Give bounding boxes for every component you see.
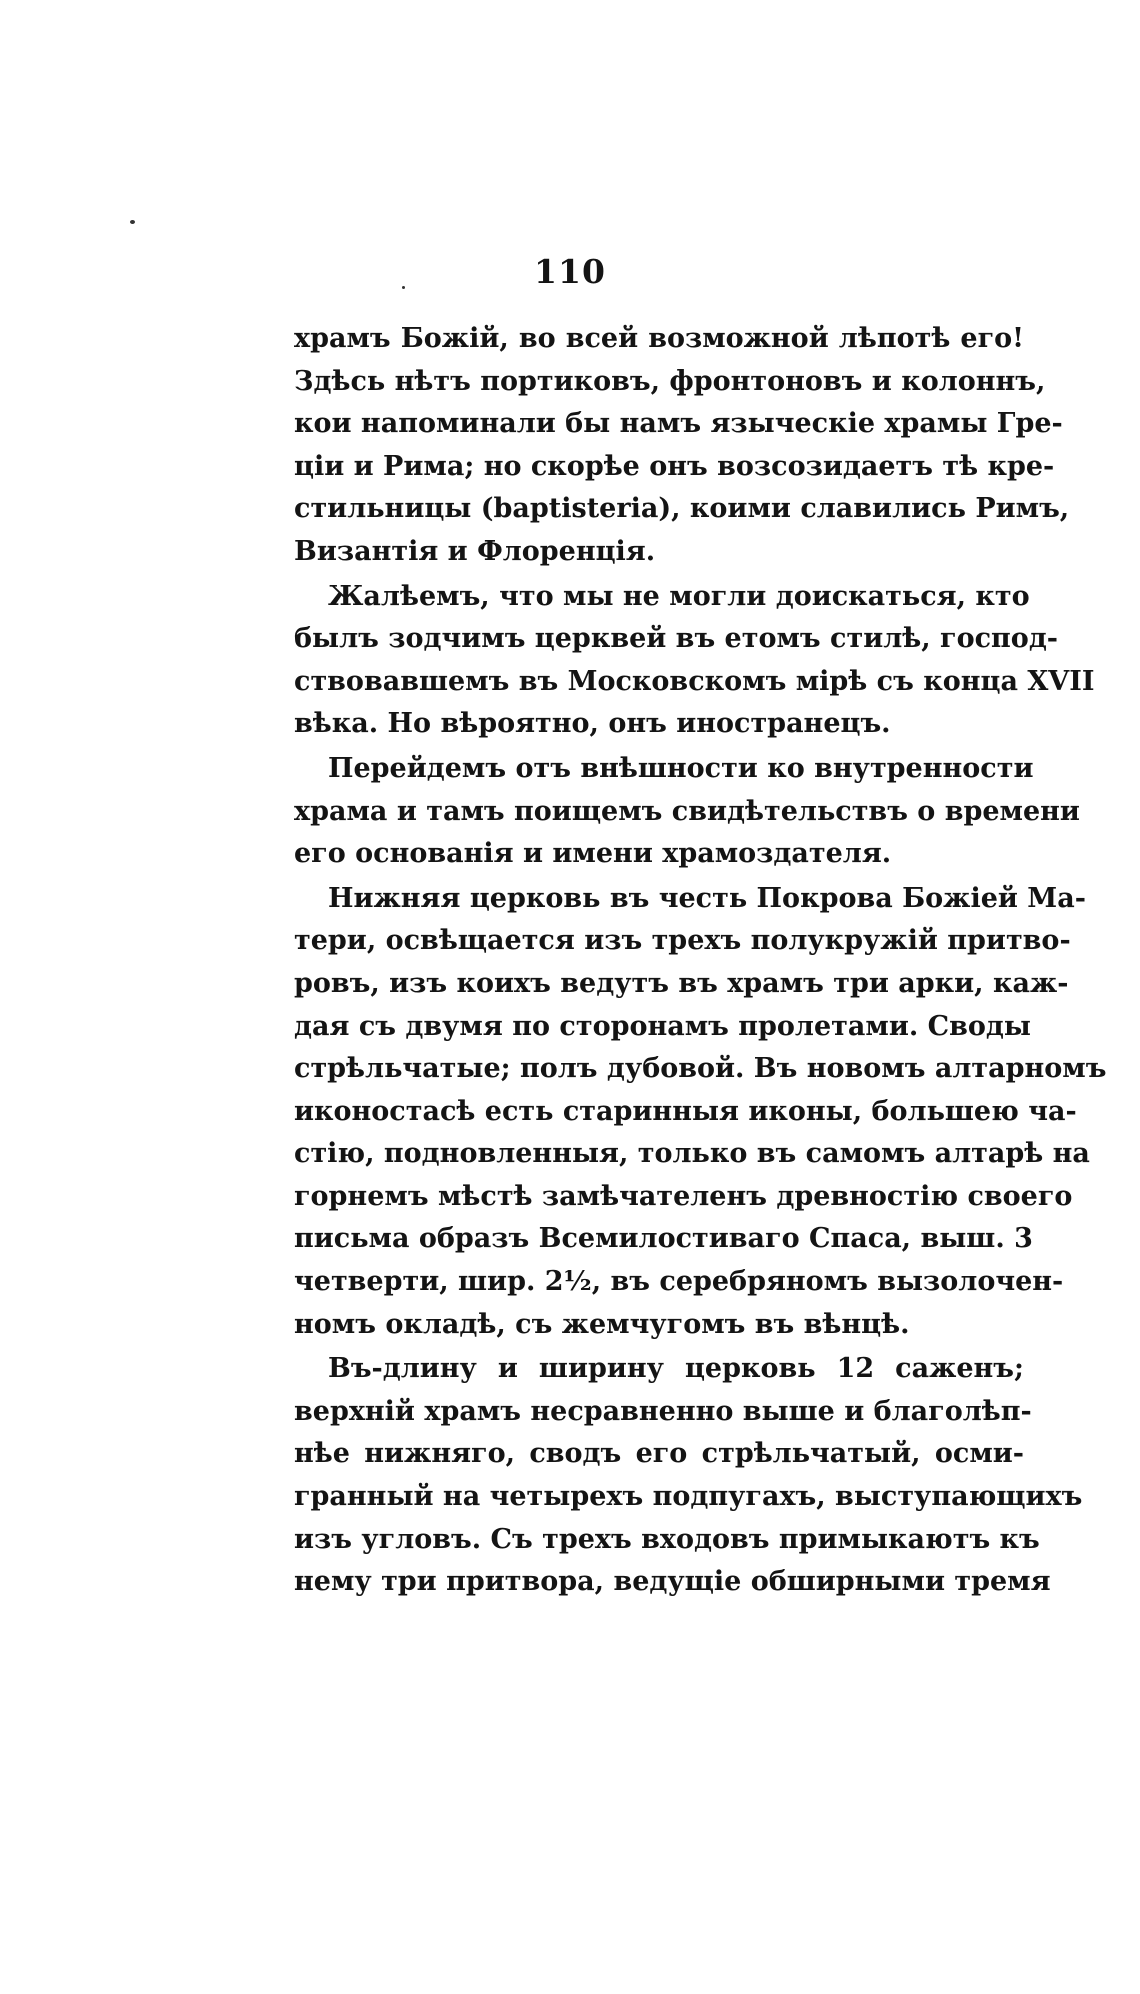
paragraph [294,318,1070,574]
text-line: Въ-длину и ширину церковь 12 саженъ; [328,1353,1024,1385]
text-line: иконостасѣ есть старинныя иконы, большею ча- [294,1095,1077,1127]
text-line: нему три притвора, ведущіе обширными тремя [294,1566,1051,1598]
text-line: былъ зодчимъ церквей въ етомъ стилѣ, господ- [294,623,1059,655]
text-line: Нижняя церковь въ честь Покрова Божіей Ма- [328,882,1086,914]
text-line: письма образъ Всемилостиваго Спаса, выш. 3 [294,1223,1033,1255]
text-line: ціи и Рима; но скорѣе онъ возсозидаетъ тѣ кре- [294,450,1055,482]
page-number: 110 [534,252,606,291]
text-line: ровъ, изъ коихъ ведутъ въ храмъ три арки, каж- [294,967,1069,999]
text-line: изъ угловъ. Съ трехъ входовъ примыкаютъ къ [294,1523,1040,1555]
text-line: храма и тамъ поищемъ свидѣтельствъ о времени [294,795,1080,827]
text-line: Византія и Флоренція. [294,535,656,567]
text-line: четверти, шир. 2½, въ серебряномъ вызолочен- [294,1266,1064,1298]
text-line: кои напоминали бы намъ языческіе храмы Гре- [294,408,1063,440]
text-line: Жалѣемъ, что мы не могли доискаться, кто [328,580,1030,612]
scan-speck [130,220,135,224]
text-line: тери, освѣщается изъ трехъ полукружій притво- [294,925,1071,957]
text-line: номъ окладѣ, съ жемчугомъ въ вѣнцѣ. [294,1308,910,1340]
text-line: горнемъ мѣстѣ замѣчателенъ древностію своего [294,1180,1073,1212]
text-line: стрѣльчатые; полъ дубовой. Въ новомъ алтарномъ [294,1053,1107,1085]
text-line: храмъ Божій, во всей возможной лѣпотѣ его! [294,323,1024,354]
text-line: его основанія и имени храмоздателя. [294,838,892,870]
text-line: гранный на четырехъ подпугахъ, выступающихъ [294,1481,1083,1513]
text-line: дая съ двумя по сторонамъ пролетами. Своды [294,1010,1031,1042]
text-line: Перейдемъ отъ внѣшности ко внутренности [328,752,1034,784]
text-line: вѣка. Но вѣроятно, онъ иностранецъ. [294,708,891,740]
text-line: стію, подновленныя, только въ самомъ алтарѣ на [294,1138,1090,1170]
text-line: ствовавшемъ въ Московскомъ мірѣ съ конца XVII [294,665,1095,697]
paragraph [294,1348,1083,1604]
text-line: Здѣсь нѣтъ портиковъ, фронтоновъ и колоннъ, [294,365,1046,397]
text-line: верхній храмъ несравненно выше и благолѣп- [294,1395,1032,1427]
body-text [294,318,1107,1604]
text-line: стильницы (baptisteria), коими славились Римъ, [294,493,1070,525]
paragraph [294,576,1095,746]
text-line: нѣе нижняго, сводъ его стрѣльчатый, осми- [294,1438,1024,1470]
paragraph [294,748,1080,876]
paragraph [294,878,1107,1347]
